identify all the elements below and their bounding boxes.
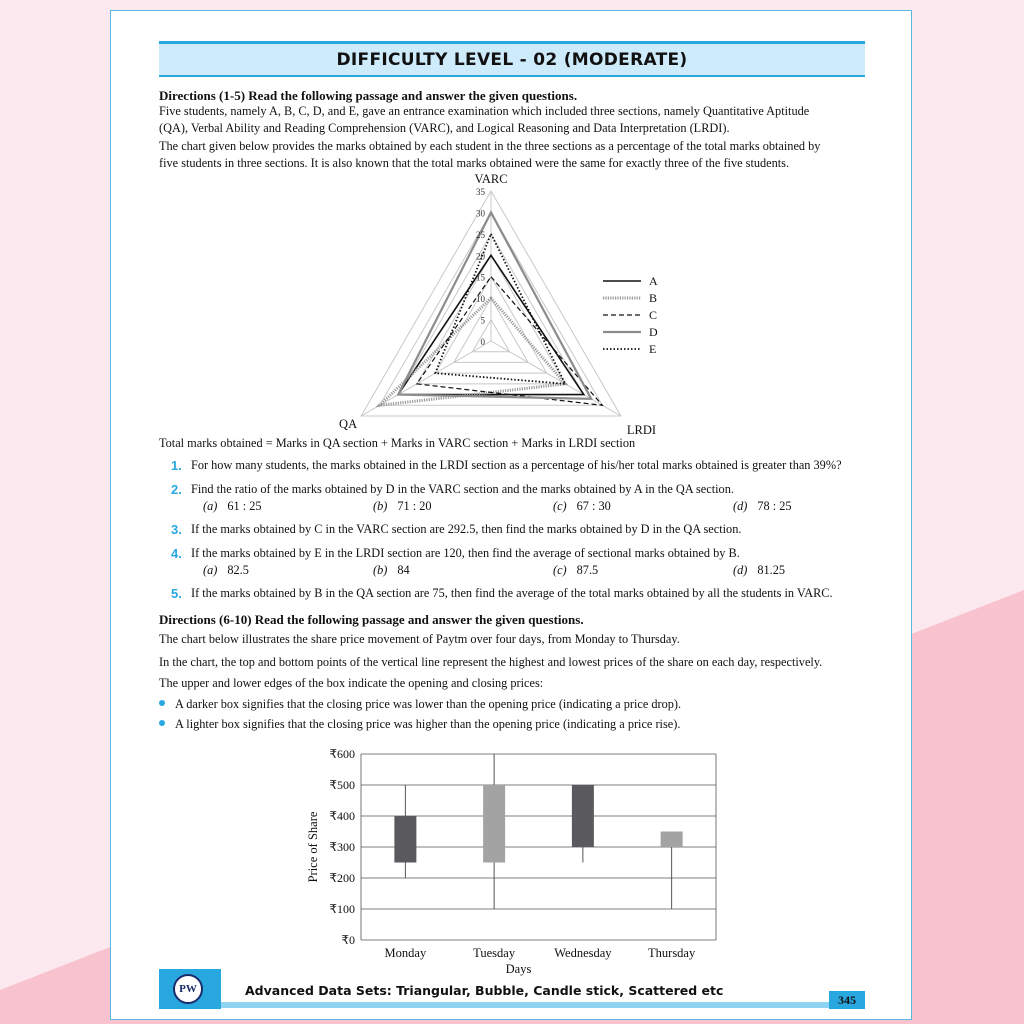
candle-body-wednesday — [572, 785, 594, 847]
y-tick-label: ₹400 — [329, 809, 355, 823]
option-value: 67 : 30 — [576, 499, 611, 513]
question-text: If the marks obtained by B in the QA section are 75, then find the average of the total marks obtained by all the students in VARC. — [191, 586, 833, 600]
answer-option — [373, 562, 410, 579]
y-tick-label: ₹0 — [341, 933, 355, 947]
publisher-logo — [159, 969, 221, 1009]
directions-set-1: Directions (1-5) Read the following passage and answer the given questions. — [159, 88, 578, 103]
passage-2-line-2: five students in three sections. It is also known that the total marks obtained were the same for exactly three of the five students. — [159, 156, 790, 170]
x-tick-label: Thursday — [648, 946, 696, 960]
page-footer — [159, 969, 865, 1009]
answer-option — [553, 498, 611, 515]
option-value: 61 : 25 — [227, 499, 262, 513]
candle-body-thursday — [661, 832, 683, 848]
question-number: 1. — [171, 458, 182, 473]
option-label: (a) — [203, 499, 218, 513]
legend-entry: E — [649, 342, 657, 356]
radar-tick-label: 0 — [480, 337, 485, 347]
radar-axis-label: LRDI — [626, 423, 657, 437]
passage-1-line-2: (QA), Verbal Ability and Reading Comprehension (VARC), and Logical Reasoning and Data Interpretation (LRDI). — [159, 121, 730, 135]
answer-option — [373, 498, 432, 515]
pw-logo-icon: PW — [173, 974, 203, 1004]
section-heading-text: DIFFICULTY LEVEL - 02 (MODERATE) — [336, 49, 688, 70]
option-label: (d) — [733, 499, 748, 513]
y-tick-label: ₹600 — [329, 747, 355, 761]
bullet-icon — [159, 700, 165, 706]
question-number: 2. — [171, 482, 182, 497]
radar-tick-label: 5 — [480, 315, 485, 326]
radar-axis-label: QA — [339, 417, 358, 431]
legend-entry: D — [649, 325, 658, 339]
option-label: (d) — [733, 563, 748, 577]
radar-tick-label: 20 — [476, 251, 485, 262]
directions-set-2: Directions (6-10) Read the following passage and answer the given questions. — [159, 612, 584, 627]
set-2-line-3: The upper and lower edges of the box indicate the opening and closing prices: — [159, 676, 544, 690]
candle-body-monday — [394, 816, 416, 863]
bullet-text: A lighter box signifies that the closing price was higher than the opening price (indicating a price rise). — [175, 717, 681, 731]
set-2-line-2: In the chart, the top and bottom points of the vertical line represent the highest and lowest prices of the share on each day, respectively. — [159, 655, 823, 669]
legend-entry: C — [649, 308, 658, 322]
passage-1-line-1: Five students, namely A, B, C, D, and E, gave an entrance examination which included three sections, namely Quantitative Aptitude — [159, 104, 810, 118]
x-tick-label: Monday — [384, 946, 427, 960]
legend-entry: A — [649, 274, 658, 288]
y-tick-label: ₹500 — [329, 778, 355, 792]
radar-tick-label: 10 — [476, 294, 485, 305]
answer-option — [553, 562, 598, 579]
x-tick-label: Wednesday — [554, 946, 612, 960]
question-number: 4. — [171, 546, 182, 561]
footer-chapter-title: Advanced Data Sets: Triangular, Bubble, Candle stick, Scattered etc — [245, 983, 724, 998]
answer-option — [203, 562, 249, 579]
radar-axis-label: VARC — [474, 172, 508, 186]
legend-entry: B — [649, 291, 658, 305]
bullet-text: A darker box signifies that the closing price was lower than the opening price (indicating a price drop). — [175, 697, 682, 711]
question-text: If the marks obtained by E in the LRDI section are 120, then find the average of sectional marks obtained by B. — [191, 546, 740, 560]
textbook-page — [110, 10, 912, 1020]
set-2-line-1: The chart below illustrates the share price movement of Paytm over four days, from Monday to Thursday. — [159, 632, 680, 646]
radar-tick-label: 35 — [476, 187, 485, 197]
option-label: (c) — [553, 563, 567, 577]
option-value: 71 : 20 — [397, 499, 432, 513]
option-label: (a) — [203, 563, 218, 577]
x-axis-title: Days — [505, 962, 532, 976]
bullet-icon — [159, 720, 165, 726]
y-axis-title: Price of Share — [306, 811, 320, 883]
y-tick-label: ₹300 — [329, 840, 355, 854]
option-value: 78 : 25 — [757, 499, 792, 513]
y-tick-label: ₹200 — [329, 871, 355, 885]
option-label: (b) — [373, 563, 388, 577]
y-tick-label: ₹100 — [329, 902, 355, 916]
answer-option — [733, 498, 792, 515]
answer-option — [733, 562, 785, 579]
candlestick-chart — [301, 737, 721, 976]
option-label: (c) — [553, 499, 567, 513]
radar-tick-label: 30 — [476, 208, 485, 219]
bullet-item — [159, 697, 681, 712]
question-text: If the marks obtained by C in the VARC section are 292.5, then find the marks obtained by D in the QA section. — [191, 522, 742, 536]
bullet-item — [159, 717, 680, 732]
option-label: (b) — [373, 499, 388, 513]
option-value: 81.25 — [757, 563, 786, 577]
page-number: 345 — [829, 991, 865, 1009]
radar-tick-label: 25 — [476, 229, 485, 240]
question-number: 5. — [171, 586, 182, 601]
footer-rule — [221, 1002, 865, 1008]
answer-option — [203, 498, 262, 515]
x-tick-label: Tuesday — [473, 946, 516, 960]
option-value: 84 — [397, 563, 410, 577]
question-number: 3. — [171, 522, 182, 537]
candle-body-tuesday — [483, 785, 505, 863]
passage-2-line-1: The chart given below provides the marks obtained by each student in the three sections as a percentage of the total marks obtained by — [159, 139, 821, 153]
triangular-radar-chart — [339, 171, 681, 437]
option-value: 82.5 — [227, 563, 249, 577]
question-text: For how many students, the marks obtained in the LRDI section as a percentage of his/her total marks obtained is greater than 39%? — [191, 458, 842, 472]
section-heading — [159, 41, 865, 77]
radar-tick-label: 15 — [476, 272, 485, 283]
option-value: 87.5 — [576, 563, 599, 577]
formula-text: Total marks obtained = Marks in QA section + Marks in VARC section + Marks in LRDI section — [159, 436, 636, 450]
question-text: Find the ratio of the marks obtained by D in the VARC section and the marks obtained by A in the QA section. — [191, 482, 734, 496]
